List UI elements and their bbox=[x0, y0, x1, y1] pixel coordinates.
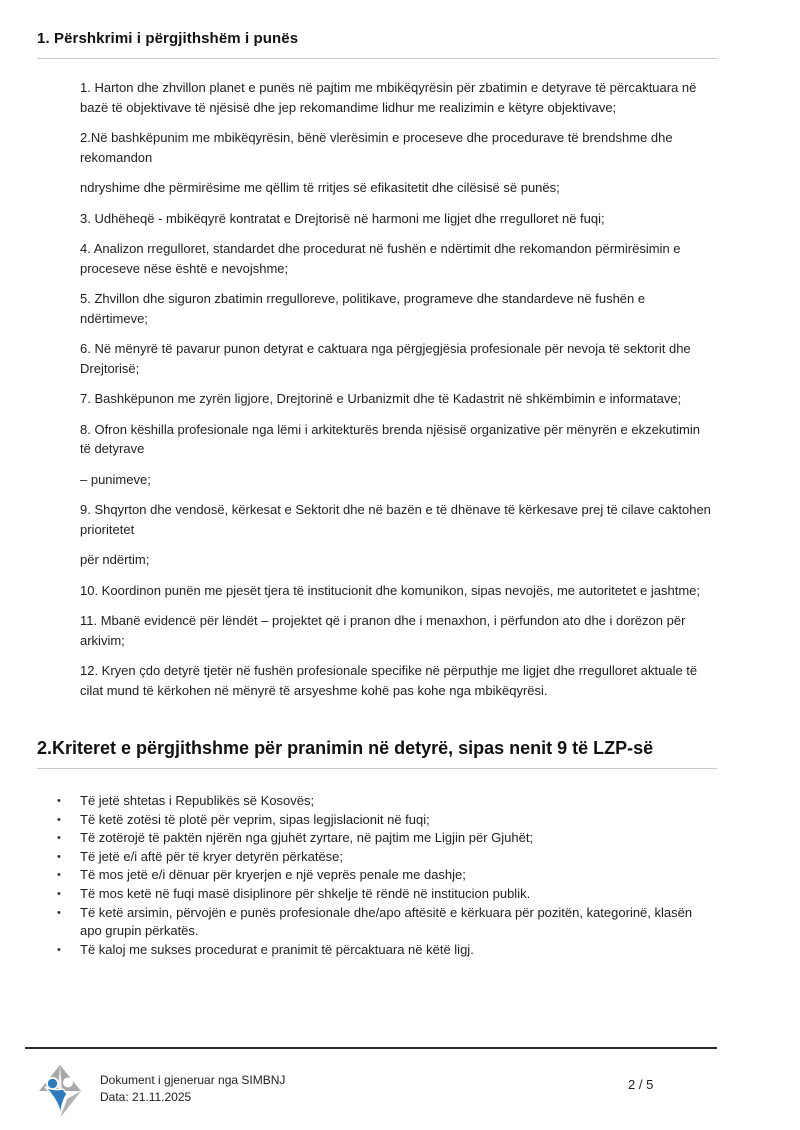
section1-title: 1. Përshkrimi i përgjithshëm i punës bbox=[37, 30, 717, 59]
job-description-paragraph: 5. Zhvillon dhe siguron zbatimin rregulloreve, politikave, programeve dhe standardeve në fushën e ndërtimeve; bbox=[80, 291, 646, 326]
criteria-list bbox=[80, 792, 713, 959]
footer-divider bbox=[25, 1047, 717, 1049]
job-description-paragraph: për ndërtim; bbox=[80, 552, 150, 567]
page-indicator: 2 / 5 bbox=[628, 1077, 654, 1092]
section2-title: 2.Kriteret e përgjithshme për pranimin në detyrë, sipas nenit 9 të LZP-së bbox=[37, 738, 717, 769]
footer-date-text: Data: 21.11.2025 bbox=[100, 1090, 192, 1104]
criteria-bullet-item: • Të kaloj me sukses procedurat e pranimit të përcaktuara në këtë ligj. bbox=[80, 941, 713, 960]
job-description-paragraph: 3. Udhëheqë - mbikëqyrë kontratat e Drejtorisë në harmoni me ligjet dhe rregulloret në fuqi; bbox=[80, 210, 605, 226]
section1-paragraphs bbox=[80, 78, 713, 700]
job-description-paragraph: 12. Kryen çdo detyrë tjetër në fushën profesionale specifike në përputhje me ligjet dhe rregulloret aktuale të cilat mund të kërkohen në mënyrë të arsyeshme kohë pas kohe nga mbikëqyrësi. bbox=[80, 663, 698, 698]
job-description-paragraph: 11. Mbanë evidencë për lëndët – projektet që i pranon dhe i menaxhon, i përfundon ato dhe i dorëzon për arkivim; bbox=[80, 613, 686, 648]
job-description-paragraph: 1. Harton dhe zhvillon planet e punës në pajtim me mbikëqyrësin për zbatimin e detyrave të përcaktuara në bazë të objektivave të njësisë dhe jep rekomandime lidhur me realizimin e këtyre objektivave; bbox=[80, 80, 697, 115]
job-description-paragraph: 9. Shqyrton dhe vendosë, kërkesat e Sektorit dhe në bazën e të dhënave të kërkesave prej të cilave caktohen prioritetet bbox=[80, 502, 711, 537]
criteria-bullet-item: • Të mos ketë në fuqi masë disiplinore për shkelje të rëndë në institucion publik. bbox=[80, 885, 713, 904]
job-description-paragraph: – punimeve; bbox=[80, 471, 151, 487]
job-description-paragraph: 4. Analizon rregulloret, standardet dhe procedurat në fushën e ndërtimit dhe rekomandon përmirësimin e proceseve nëse është e nevojshme; bbox=[80, 241, 681, 276]
job-description-paragraph: 2.Në bashkëpunim me mbikëqyrësin, bënë vlerësimin e proceseve dhe procedurave të brendshme dhe rekomandon bbox=[80, 130, 673, 165]
criteria-bullet-item: • Të mos jetë e/i dënuar për kryerjen e një veprës penale me dashje; bbox=[80, 866, 713, 885]
criteria-bullet-item: • Të jetë shtetas i Republikës së Kosovës; bbox=[80, 792, 713, 811]
criteria-bullet-item: • Të zotërojë të paktën njërën nga gjuhët zyrtare, në pajtim me Ligjin për Gjuhët; bbox=[80, 829, 713, 848]
criteria-bullet-item: • Të ketë arsimin, përvojën e punës profesionale dhe/apo aftësitë e kërkuara për pozitën, kategorinë, klasën apo grupin përkatës. bbox=[80, 904, 713, 941]
criteria-bullet-item: • Të jetë e/i aftë për të kryer detyrën përkatëse; bbox=[80, 848, 713, 867]
job-description-paragraph: 6. Në mënyrë të pavarur punon detyrat e caktuara nga përgjegjësia profesionale për nevoja të sektorit dhe Drejtorisë; bbox=[80, 341, 691, 376]
footer-text-block bbox=[100, 1072, 285, 1106]
simbnj-logo-icon bbox=[38, 1064, 82, 1119]
criteria-bullet-item: • Të ketë zotësi të plotë për veprim, sipas legjislacionit në fuqi; bbox=[80, 811, 713, 830]
job-description-paragraph: 10. Koordinon punën me pjesët tjera të institucionit dhe komunikon, sipas nevojës, me autoritetet e jashtme; bbox=[80, 582, 701, 598]
footer-generated-text: Dokument i gjeneruar nga SIMBNJ bbox=[100, 1073, 286, 1087]
job-description-paragraph: 7. Bashkëpunon me zyrën ligjore, Drejtorinë e Urbanizmit dhe të Kadastrit në shkëmbimin e informatave; bbox=[80, 391, 682, 406]
job-description-paragraph: ndryshime dhe përmirësime me qëllim të rritjes së efikasitetit dhe cilësisë së punës; bbox=[80, 180, 560, 195]
job-description-paragraph: 8. Ofron këshilla profesionale nga lëmi i arkitekturës brenda njësisë organizative për mënyrën e ekzekutimin të detyrave bbox=[80, 421, 700, 456]
